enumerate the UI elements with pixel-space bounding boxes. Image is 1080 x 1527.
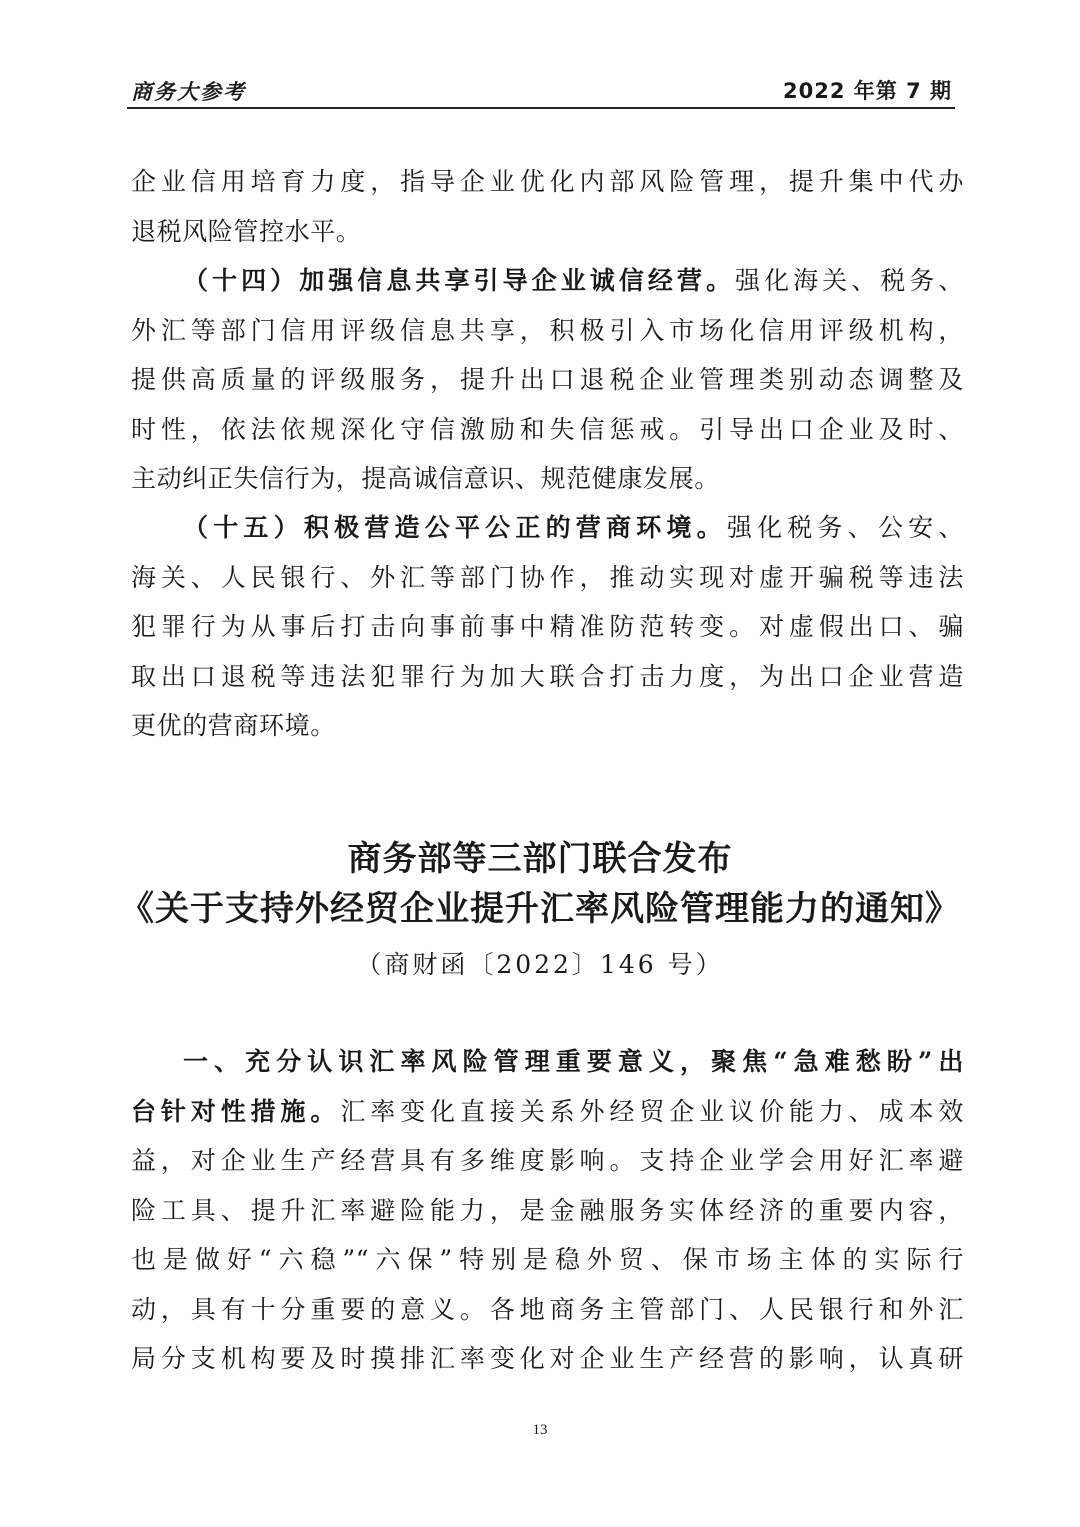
text-line: 企业信用培育力度，指导企业优化内部风险管理，提升集中代办 <box>131 167 964 196</box>
paragraph-15 <box>131 503 964 751</box>
continued-paragraph <box>131 157 964 256</box>
text-line: 犯罪行为从事后打击向事前事中精准防范转变。对虚假出口、骗 <box>131 612 964 641</box>
running-header <box>131 70 952 104</box>
section-1 <box>131 1037 964 1384</box>
paragraph-first-line <box>131 256 964 306</box>
text-run: 汇率变化直接关系外经贸企业议价能力、成本效 <box>340 1096 964 1126</box>
article-title-line2: 《关于支持外经贸企业提升汇率风险管理能力的通知》 <box>120 889 960 929</box>
section-heading: 一、充分认识汇率风险管理重要意义，聚焦“急难愁盼”出 <box>183 1047 964 1076</box>
paragraph-14 <box>131 256 964 504</box>
text-line: 主动纠正失信行为，提高诚信意识、规范健康发展。 <box>131 464 720 493</box>
paragraph-heading: （十四）加强信息共享引导企业诚信经营。 <box>183 266 736 295</box>
text-line <box>131 1087 964 1137</box>
text-line: 取出口退税等违法犯罪行为加大联合打击力度，为出口企业营造 <box>131 661 964 691</box>
text-line: 时性，依法依规深化守信激励和失信惩戒。引导出口企业及时、 <box>131 414 964 444</box>
text-line: 动，具有十分重要的意义。各地商务主管部门、人民银行和外汇 <box>131 1294 964 1324</box>
page-number: 13 <box>532 1422 548 1438</box>
text-line: 退税风险管控水平。 <box>131 216 362 246</box>
text-run: 强化海关、税务、 <box>735 266 964 295</box>
text-line: 益，对企业生产经营具有多维度影响。支持企业学会用好汇率避 <box>131 1146 964 1175</box>
text-line: 险工具、提升汇率避险能力，是金融服务实体经济的重要内容， <box>131 1195 964 1225</box>
paragraph-heading: （十五）积极营造公平公正的营商环境。 <box>183 513 727 542</box>
issue-number: 2022 年第 7 期 <box>783 79 952 103</box>
text-run: 强化税务、公安、 <box>726 513 964 542</box>
text-line: 海关、人民银行、外汇等部门协作，推动实现对虚开骗税等违法 <box>131 562 964 592</box>
text-line: 也是做好“六稳”“六保”特别是稳外贸、保市场主体的实际行 <box>131 1245 964 1274</box>
text-line: 局分支机构要及时摸排汇率变化对企业生产经营的影响，认真研 <box>131 1344 964 1373</box>
article-title-line1: 商务部等三部门联合发布 <box>347 839 733 879</box>
text-line: 外汇等部门信用评级信息共享，积极引入市场化信用评级机构， <box>131 315 964 345</box>
section-heading-end: 台针对性措施。 <box>131 1096 341 1126</box>
paragraph-first-line <box>131 503 964 553</box>
header-divider <box>127 107 955 109</box>
text-line: 提供高质量的评级服务，提升出口退税企业管理类别动态调整及 <box>131 365 964 394</box>
document-number: （商财函〔2022〕146 号） <box>356 950 724 979</box>
publication-name: 商务大参考 <box>131 80 246 104</box>
text-line: 更优的营商环境。 <box>131 711 336 740</box>
